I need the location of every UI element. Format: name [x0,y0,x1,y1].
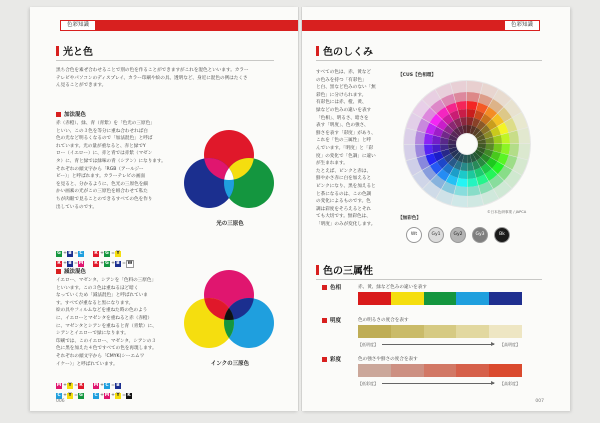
color-cell [424,364,457,377]
text-line: それぞれの頭文字から「RGB（アールジー [56,166,144,172]
color-chip-g: G [79,393,83,398]
wheel-segment [468,194,484,207]
text-line: 赤（赤橙）、緑、青（青紫）を「色光の三原色」 [56,121,155,126]
text-line: の色みを持つ「有彩色」 [316,77,367,83]
page-title [56,43,93,58]
right-page [302,7,570,411]
equals-sign: = [74,261,78,266]
color-chip-c: C [57,393,61,398]
subtractive-heading: 減法混色 [56,267,86,275]
text-line: に、イエローとマゼンタを重ねると赤（赤橙） [56,315,153,321]
text-line: の変化によるものです。色 [316,199,371,205]
color-cell [391,292,424,305]
text-line: 度」の変化で「色調」に違い [316,153,376,159]
equals-sign: = [74,393,78,398]
text-line: ビー）」と呼ばれます。カラーテレビの画面 [56,174,145,180]
color-chip-c: C [94,393,98,398]
equals-sign: = [122,261,126,266]
color-cell [424,292,457,305]
wheel-segment [509,144,519,157]
page-title [316,43,373,58]
color-cell [391,364,424,377]
additive-text [56,120,174,211]
intro-line: テレビやパソコンのディスプレイ、カラー印刷や絵の具、透明など、身近に混色の例はたくさ [56,75,248,81]
text-line: と茶になるのは、この色調 [316,191,372,197]
color-chip-m: M [56,383,62,388]
color-cell [456,292,489,305]
equals-sign: = [74,251,78,256]
equals-sign: = [111,251,115,256]
attributes-rule [316,279,542,280]
text-line: 調は彩度をそろえるとそれ [316,206,372,212]
wheel-segment [467,186,480,196]
text-line: たとえば、ピンクと赤は、 [316,168,372,174]
text-line: ピンクになり、黒を加えると [316,183,376,189]
color-cell [489,325,522,338]
color-chip-k: K [127,393,131,398]
chroma-desc: 色の強さや鮮さの度合を表す [358,357,418,362]
color-chip-g: G [57,251,61,256]
text-line: 鮮やかさ赤に白を加えると [316,176,372,182]
plus-sign: + [100,261,104,266]
color-cell [456,325,489,338]
text-line: 表す「明度」、色の強さ、 [316,123,369,129]
hue-wheel-label: 【CUS【色相環】 [398,73,436,78]
wheel-segment [509,131,519,144]
text-line: 鮮さを表す「彩度」があり、 [316,130,376,136]
text-line: 緑などの色みの違いを表す [316,107,372,113]
text-line: 「明度」のみが変化します。 [316,221,376,227]
color-equation [56,249,85,268]
text-line: といいます。この３色は重ねるほど暗く [56,285,139,291]
page-number: 006 [56,399,65,404]
achromatic-swatch: Wt [406,227,422,243]
text-line: を見ると、分かるように、色光の三原色を細 [56,181,148,187]
high-value-label: 【高明度】 [500,342,520,347]
wheel-segment [451,81,467,94]
color-cell [424,325,457,338]
title-marker [316,265,319,275]
color-chip-c: C [79,251,83,256]
color-chip-b: B [116,383,120,388]
color-chip-y: Y [116,251,120,256]
page-title-text: 光と色 [63,47,93,58]
equals-sign: = [74,383,78,388]
plus-sign: + [63,383,67,388]
achromatic-swatch: Gy1 [428,227,444,243]
wheel-segment [404,145,417,161]
cmy-caption: インクの三原色 [210,361,250,367]
rgb-caption: 光の三原色 [216,221,244,227]
title-rule [316,60,542,61]
top-band [302,20,540,31]
text-line: なっていくため「減法混色」と呼ばれていま [56,293,148,299]
text-line: ロー（イエロー）に、赤と青では赤紫（マゼン [56,151,153,157]
plus-sign: + [63,393,67,398]
text-line: れています。光の量が重なると、赤と緑でY [56,143,146,149]
wheel-segment [467,92,480,102]
achromatic-swatch: Gy3 [472,227,488,243]
chroma-arrow [382,383,494,384]
text-line: と白、黒など色みのない「無 [316,85,376,91]
cmy-venn [182,265,278,357]
text-line: といい、この３色を等分に重ね合わせれば白 [56,128,148,134]
section-tag: 色彩知識 [60,20,96,31]
text-line: かい画素の光がこの三原色を組合わせて私た [56,189,148,195]
wheel-segment [454,186,467,196]
text-line: シアンとイエローで緑になります。 [56,331,129,337]
plus-sign: + [100,251,104,256]
color-chip-m: M [78,261,84,266]
body-text [316,69,392,228]
wheel-segment [454,92,467,102]
text-line: 有彩色には赤、橙、黄、 [316,100,367,106]
plus-sign: + [100,383,104,388]
title-marker [316,46,319,56]
color-cell [358,292,391,305]
hue-tone-wheel [402,79,532,209]
text-line: に、マゼンタとシアンを重ねると青（青紫）に、 [56,323,157,329]
hue-label: 色相 [322,283,341,291]
color-chip-r: R [79,383,83,388]
low-value-label: 【低明度】 [358,342,378,347]
page-title-text: 色のしくみ [323,47,373,58]
plus-sign: + [63,261,67,266]
achromatic-label: 【無彩色】 [398,216,421,221]
text-line: 出しているのです。 [56,204,97,210]
value-desc: 色の明るさの度合を表す [358,318,409,323]
hue-desc: 赤、黄、緑など色みの違いを表す [358,285,427,290]
wheel-segment [404,128,417,144]
chroma-strip [358,364,522,377]
title-marker [56,46,59,56]
value-arrow [382,344,494,345]
subtractive-text [56,277,174,368]
attributes-title-text: 色の三属性 [323,266,373,277]
hue-strip [358,292,522,305]
plus-sign: + [63,251,67,256]
text-line: 「色相」、明るさ、暗さを [316,115,369,121]
intro-text [56,67,278,90]
page-number: 007 [535,399,544,404]
high-chroma-label: 【高彩度】 [500,381,520,386]
wheel-segment [467,81,483,94]
color-chip-b: B [68,251,72,256]
wheel-segment [517,144,530,160]
color-equation [93,249,135,268]
plus-sign: + [111,261,115,266]
section-tag: 色彩知識 [504,20,540,31]
color-equation [56,381,85,400]
text-line: タ）に、青と緑では緑味の青（シアン）になります。 [56,158,166,164]
title-rule [56,60,274,61]
color-chip-c: C [105,383,109,388]
text-line: 色の光など明るくなるので「加法混色」と呼ば [56,136,153,142]
text-line: んでいます。「明度」と「彩 [316,145,374,151]
achromatic-swatch: Bk [494,227,510,243]
text-line: す。すべてが重なると黒になります。 [56,300,134,306]
additive-heading: 加法混色 [56,110,86,118]
text-line: ても大切です。無彩色は、 [316,214,371,220]
color-chip-r: R [94,261,98,266]
text-line: ちが肉眼で見ることのできるすべての色を作り [56,196,153,202]
color-equation [93,381,133,400]
left-page [30,7,298,411]
color-chip-w: W [127,261,133,266]
intro-line: ん見ることができます。 [56,83,107,89]
color-chip-r: R [94,251,98,256]
text-line: それぞれの頭文字から「CMYK(シーエムワ [56,353,145,359]
rgb-equations-row1 [56,239,130,256]
cmy-equations-row1 [56,371,130,388]
color-chip-y: Y [68,393,72,398]
value-strip [358,325,522,338]
color-chip-g: G [105,251,109,256]
text-line: 色に黒を加えた４色ですべての色を再現します。 [56,346,157,352]
text-line: イケー）」と呼ばれています。 [56,361,118,367]
color-chip-g: G [105,261,109,266]
color-chip-y: Y [116,393,120,398]
wheel-credit: ©日本色研事業 / JAPCA [487,210,527,214]
wheel-segment [451,194,467,207]
plus-sign: + [100,393,104,398]
text-line: イエロー、マゼンタ、シアンを「色料の三原色」 [56,278,157,283]
low-chroma-label: 【低彩度】 [358,381,378,386]
equals-sign: = [122,393,126,398]
rgb-venn [182,125,278,217]
wheel-segment [517,128,530,144]
text-line: 印刷では、このイエロー、マゼンタ、シアンの３ [56,338,157,344]
color-chip-b: B [116,261,120,266]
color-cell [489,292,522,305]
top-band [60,20,298,31]
wheel-center [457,134,477,154]
color-cell [358,325,391,338]
intro-line: 黒ち合色を素ぜ合わせることで別の色を作ることができますがこれを混色といいます。カラー [56,68,249,73]
color-cell [391,325,424,338]
color-cell [358,364,391,377]
text-line: すべての色は、赤、黄など [316,70,372,75]
cmy-equations-row2 [56,381,141,398]
color-cell [456,364,489,377]
text-line: これを「色の三属性」と呼 [316,138,372,144]
achromatic-swatch: Gy2 [450,227,466,243]
rgb-equations-row2 [56,249,143,266]
attributes-title [316,262,373,277]
text-line: 絵の具やフィルムなどを重ねた時の色のよう [56,308,148,314]
color-cell [489,364,522,377]
value-label: 明度 [322,316,341,324]
wheel-segment [415,131,425,144]
color-chip-m: M [93,383,99,388]
text-line: が生まれます。 [316,161,348,167]
text-line: 彩色」に分けられます。 [316,92,367,98]
plus-sign: + [111,393,115,398]
color-chip-b: B [68,261,72,266]
equals-sign: = [111,383,115,388]
color-chip-r: R [57,261,61,266]
chroma-label: 彩度 [322,355,341,363]
color-chip-y: Y [68,383,72,388]
color-chip-m: M [104,393,110,398]
wheel-segment [415,144,425,157]
